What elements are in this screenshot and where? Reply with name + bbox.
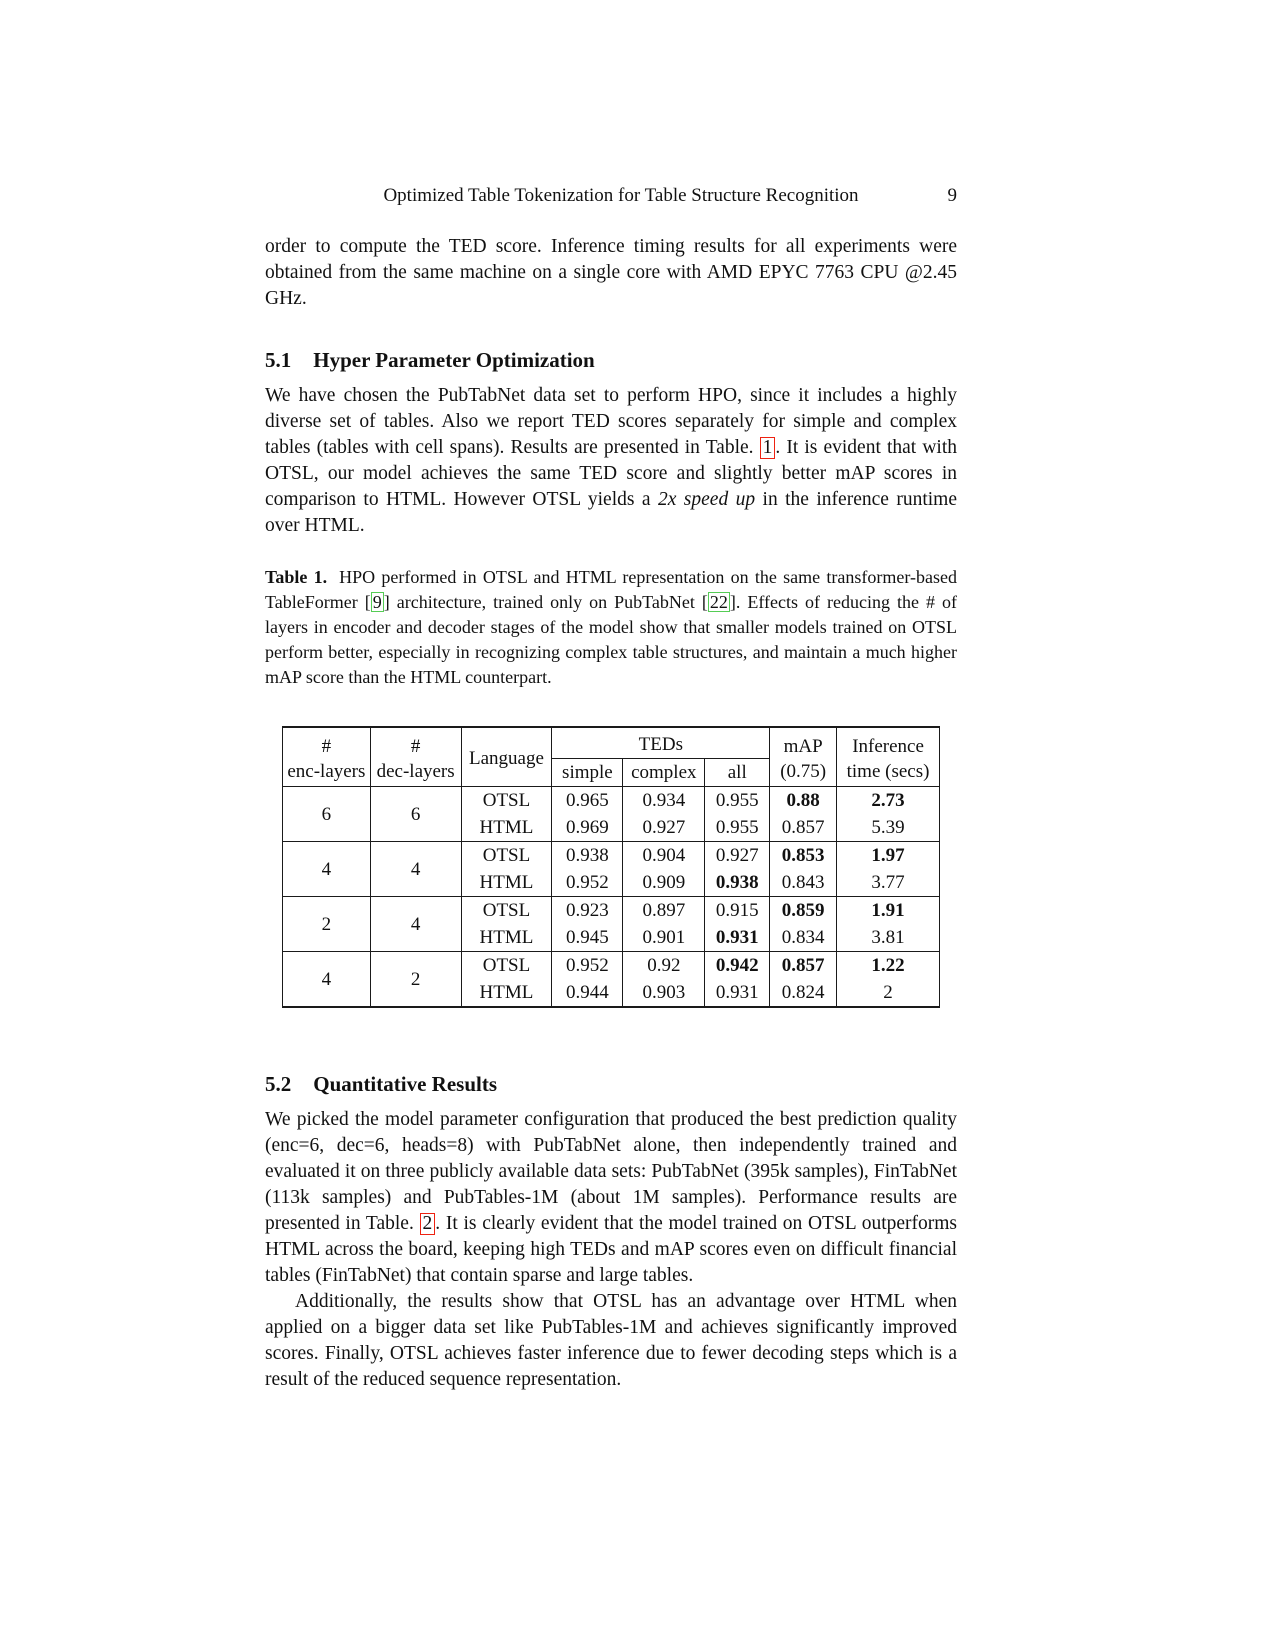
section-heading-51 xyxy=(265,348,957,372)
teds-complex-cell: 0.904 xyxy=(623,842,705,870)
results-paragraph-part2: . It is clearly evident that the model trained on OTSL outperforms HTML across the board, keeping high TEDs and mAP scores even on difficult financial tables (FinTabNet) that contain sparse and large tables. xyxy=(265,1213,958,1286)
results-paragraph-2: Additionally, the results show that OTSL has an advantage over HTML when applied on a bigger data set like PubTables-1M and achieves significantly improved scores. Finally, OTSL achieves faster inference due to fewer decoding steps which is a result of the reduced sequence representation. xyxy=(265,1291,957,1390)
column-header-dec-layers: # dec-layers xyxy=(370,727,461,787)
intro-paragraph: order to compute the TED score. Inference timing results for all experiments were obtained from the same machine on a single core with AMD EPYC 7763 CPU @2.45 GHz. xyxy=(265,236,957,309)
caption-part3: ]. Effects of reducing the # of layers in encoder and decoder stages of the model show that smaller models trained on OTSL perform better, especially in recognizing complex table structures, and maintain a much higher mAP score than the HTML counterpart. xyxy=(265,592,958,687)
dec-layers-cell: 4 xyxy=(370,897,461,952)
language-cell: HTML xyxy=(461,924,552,952)
teds-complex-cell: 0.909 xyxy=(623,869,705,897)
teds-complex-cell: 0.92 xyxy=(623,952,705,980)
teds-all-cell: 0.931 xyxy=(705,979,770,1007)
teds-simple-cell: 0.952 xyxy=(552,869,623,897)
teds-all-cell: 0.927 xyxy=(705,842,770,870)
teds-complex-cell: 0.927 xyxy=(623,814,705,842)
teds-simple-cell: 0.944 xyxy=(552,979,623,1007)
inference-time-cell: 1.97 xyxy=(837,842,940,870)
table1-reference-link[interactable]: 1 xyxy=(760,437,776,459)
column-header-map: mAP (0.75) xyxy=(770,727,837,787)
dec-layers-cell: 6 xyxy=(370,787,461,842)
enc-layers-cell: 2 xyxy=(283,897,371,952)
section-heading-52 xyxy=(265,1072,957,1096)
teds-all-cell: 0.931 xyxy=(705,924,770,952)
teds-all-cell: 0.915 xyxy=(705,897,770,925)
hpo-paragraph-emphasis: 2x speed up xyxy=(657,489,756,510)
teds-simple-cell: 0.969 xyxy=(552,814,623,842)
inference-time-cell: 3.81 xyxy=(837,924,940,952)
table-row xyxy=(283,952,940,980)
table2-reference-link[interactable]: 2 xyxy=(420,1213,436,1235)
map-cell: 0.824 xyxy=(770,979,837,1007)
inference-time-cell: 1.91 xyxy=(837,897,940,925)
map-cell: 0.857 xyxy=(770,814,837,842)
teds-all-cell: 0.938 xyxy=(705,869,770,897)
results-paragraph-1 xyxy=(265,1107,957,1289)
hpo-paragraph-part3: in the inference runtime over HTML. xyxy=(265,489,957,536)
map-cell: 0.88 xyxy=(770,787,837,815)
inference-time-cell: 2.73 xyxy=(837,787,940,815)
column-header-teds: TEDs xyxy=(552,727,770,759)
teds-complex-cell: 0.934 xyxy=(623,787,705,815)
enc-layers-cell: 6 xyxy=(283,787,371,842)
column-header-enc-layers: # enc-layers xyxy=(283,727,371,787)
citation-link-22[interactable]: 22 xyxy=(709,592,728,612)
table1-caption-label: Table 1. xyxy=(265,567,328,587)
table-row xyxy=(283,842,940,870)
teds-simple-cell: 0.952 xyxy=(552,952,623,980)
section-number: 5.1 xyxy=(265,348,292,372)
table1-caption xyxy=(265,565,957,690)
column-header-simple: simple xyxy=(552,759,623,787)
map-cell: 0.834 xyxy=(770,924,837,952)
column-header-all: all xyxy=(705,759,770,787)
enc-layers-cell: 4 xyxy=(283,952,371,1008)
section-title: Quantitative Results xyxy=(313,1072,497,1096)
hpo-paragraph-part2: . It is evident that with OTSL, our model achieves the same TED score and slightly better mAP scores in comparison to HTML. However OTSL yields a xyxy=(265,437,957,510)
language-cell: OTSL xyxy=(461,842,552,870)
hpo-paragraph xyxy=(265,383,957,539)
column-header-complex: complex xyxy=(623,759,705,787)
teds-complex-cell: 0.897 xyxy=(623,897,705,925)
enc-layers-cell: 4 xyxy=(283,842,371,897)
page-content xyxy=(265,0,957,1393)
citation-link-9[interactable]: 9 xyxy=(372,592,382,612)
teds-all-cell: 0.942 xyxy=(705,952,770,980)
running-head xyxy=(265,185,957,207)
teds-complex-cell: 0.903 xyxy=(623,979,705,1007)
teds-all-cell: 0.955 xyxy=(705,787,770,815)
teds-simple-cell: 0.923 xyxy=(552,897,623,925)
hpo-results-table xyxy=(282,726,940,1008)
hpo-paragraph-part1: We have chosen the PubTabNet data set to perform HPO, since it includes a highly diverse set of tables. Also we report TED scores separately for simple and complex tables (tables with cell spans). Results are presented in Table. xyxy=(265,385,957,458)
language-cell: HTML xyxy=(461,979,552,1007)
results-paragraph-part1: We picked the model parameter configuration that produced the best prediction quality (enc=6, dec=6, heads=8) with PubTabNet alone, then independently trained and evaluated it on three publicly available data sets: PubTabNet (395k samples), FinTabNet (113k samples) and PubTables-1M (about 1M samples). Performance results are presented in Table. xyxy=(265,1109,957,1234)
table-row xyxy=(283,897,940,925)
running-head-title: Optimized Table Tokenization for Table Structure Recognition xyxy=(383,185,859,206)
map-cell: 0.857 xyxy=(770,952,837,980)
column-header-inference: Inference time (secs) xyxy=(837,727,940,787)
map-cell: 0.853 xyxy=(770,842,837,870)
language-cell: OTSL xyxy=(461,897,552,925)
map-cell: 0.843 xyxy=(770,869,837,897)
teds-simple-cell: 0.938 xyxy=(552,842,623,870)
section-number: 5.2 xyxy=(265,1072,292,1096)
teds-simple-cell: 0.945 xyxy=(552,924,623,952)
inference-time-cell: 3.77 xyxy=(837,869,940,897)
language-cell: OTSL xyxy=(461,952,552,980)
teds-simple-cell: 0.965 xyxy=(552,787,623,815)
page-number: 9 xyxy=(947,185,957,206)
inference-time-cell: 2 xyxy=(837,979,940,1007)
column-header-language: Language xyxy=(461,727,552,787)
table-row xyxy=(283,787,940,815)
language-cell: HTML xyxy=(461,814,552,842)
section-title: Hyper Parameter Optimization xyxy=(313,348,595,372)
table-header-row-1 xyxy=(283,727,940,759)
inference-time-cell: 5.39 xyxy=(837,814,940,842)
caption-part1: HPO performed in OTSL and HTML representation on the same transformer-based TableFormer [ xyxy=(265,567,957,612)
map-cell: 0.859 xyxy=(770,897,837,925)
teds-all-cell: 0.955 xyxy=(705,814,770,842)
caption-part2: ] architecture, trained only on PubTabNet [ xyxy=(383,592,708,612)
language-cell: HTML xyxy=(461,869,552,897)
dec-layers-cell: 2 xyxy=(370,952,461,1008)
teds-complex-cell: 0.901 xyxy=(623,924,705,952)
language-cell: OTSL xyxy=(461,787,552,815)
dec-layers-cell: 4 xyxy=(370,842,461,897)
inference-time-cell: 1.22 xyxy=(837,952,940,980)
